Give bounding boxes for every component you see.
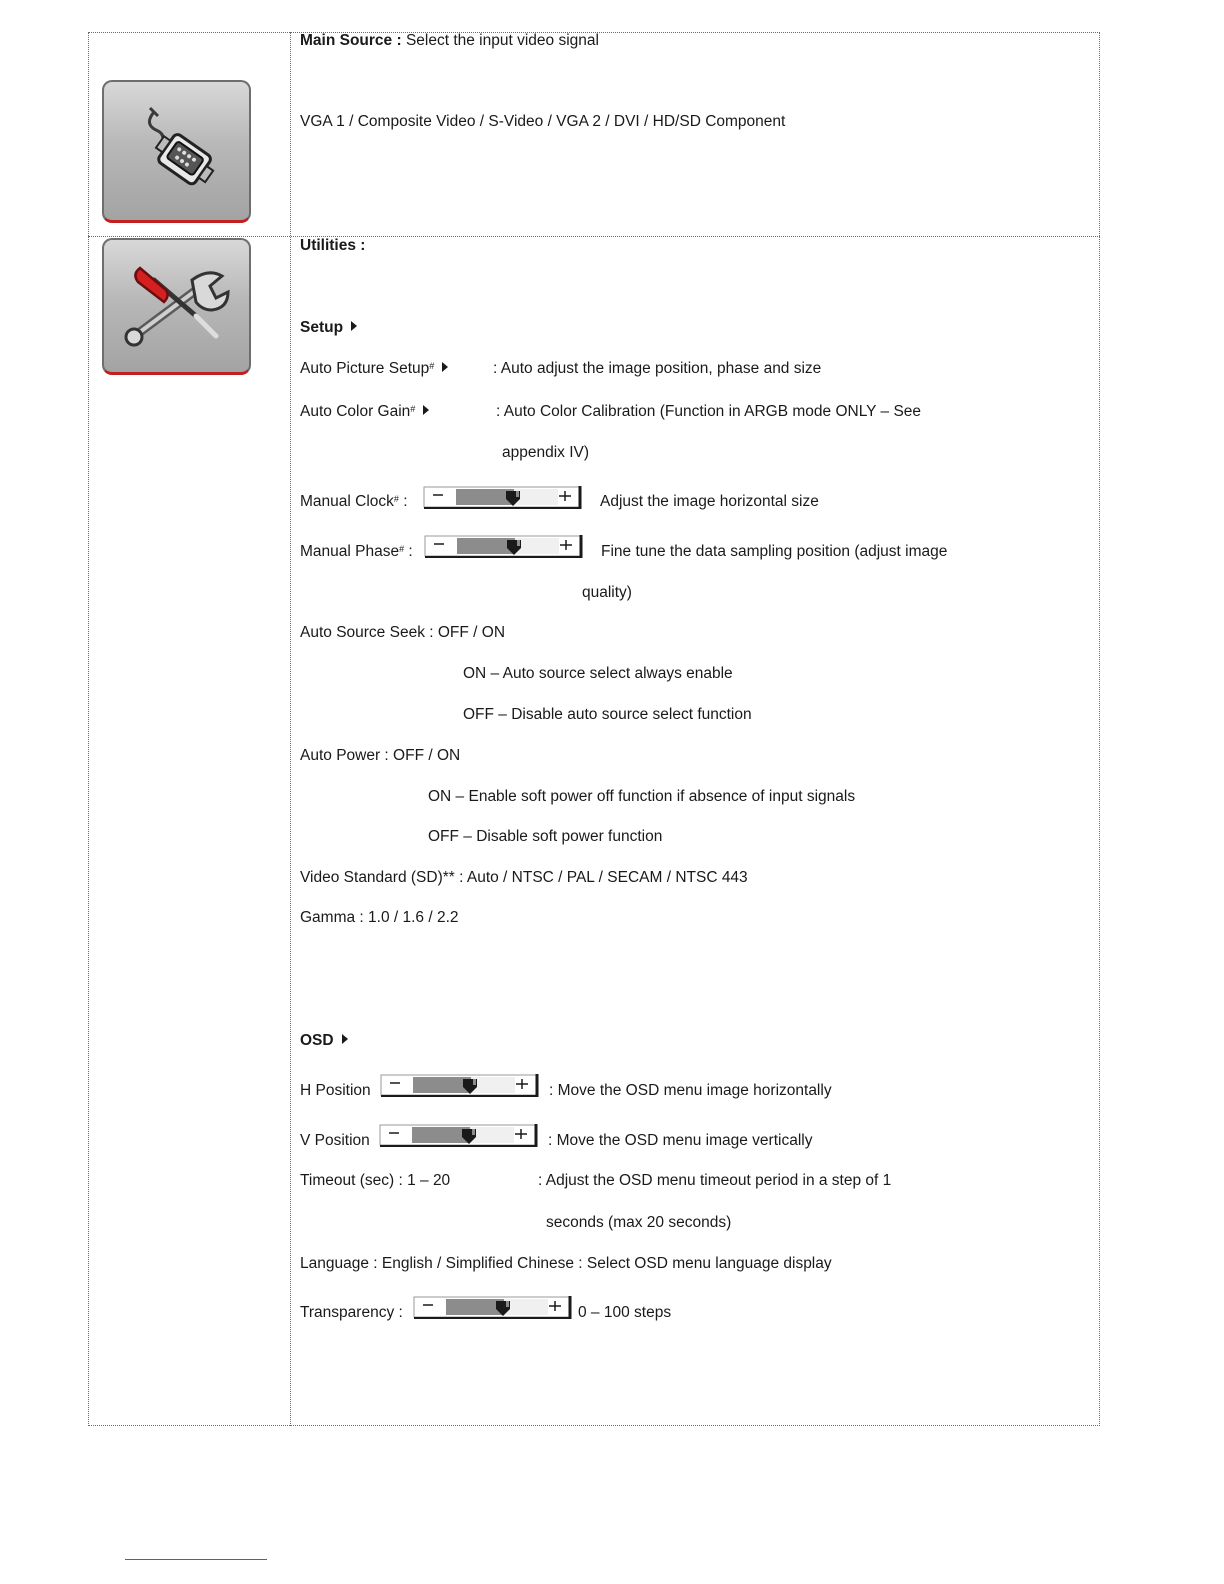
gamma: Gamma : 1.0 / 1.6 / 2.2 (300, 909, 459, 926)
hash-mark: # (393, 494, 399, 504)
auto-color-gain (300, 403, 429, 421)
manual-phase (300, 543, 413, 561)
auto-source-off: OFF – Disable auto source select function (463, 706, 752, 723)
transparency-desc: 0 – 100 steps (578, 1304, 672, 1321)
main-source-desc: Select the input video signal (401, 32, 599, 49)
row-divider (88, 236, 1100, 237)
tools-icon (102, 238, 251, 375)
transparency-slider[interactable] (413, 1296, 573, 1320)
hash-mark: # (410, 404, 416, 414)
colon: : (404, 543, 413, 560)
manual-clock-desc: Adjust the image horizontal size (600, 493, 819, 510)
auto-power-off: OFF – Disable soft power function (428, 828, 663, 845)
osd-heading-label: OSD (300, 1032, 334, 1049)
timeout-desc: : Adjust the OSD menu timeout period in a step of 1 (538, 1172, 892, 1189)
setup-heading-label: Setup (300, 319, 344, 336)
hash-mark: # (399, 544, 405, 554)
arrow-right-icon (342, 1034, 348, 1044)
manual-clock (300, 493, 408, 511)
main-source-options: VGA 1 / Composite Video / S-Video / VGA 2 / DVI / HD/SD Component (300, 113, 786, 130)
auto-power-on: ON – Enable soft power off function if absence of input signals (428, 788, 856, 805)
transparency-label: Transparency : (300, 1304, 403, 1321)
main-source-heading (300, 32, 599, 50)
v-position-label: V Position (300, 1132, 370, 1149)
arrow-right-icon (423, 405, 429, 415)
auto-source-seek: Auto Source Seek : OFF / ON (300, 624, 506, 641)
colon: : (398, 493, 408, 510)
footnote-separator (125, 1559, 267, 1560)
video-standard: Video Standard (SD)** : Auto / NTSC / PAL / SECAM / NTSC 443 (300, 869, 748, 886)
auto-picture-desc: : Auto adjust the image position, phase and size (493, 360, 822, 377)
column-divider (290, 32, 291, 1426)
v-position-desc: : Move the OSD menu image vertically (548, 1132, 813, 1149)
timeout-desc-cont: seconds (max 20 seconds) (546, 1214, 732, 1231)
auto-picture-label: Auto Picture Setup (300, 360, 430, 377)
v-position-slider[interactable] (379, 1124, 539, 1148)
h-position-label: H Position (300, 1082, 371, 1099)
manual-phase-desc: Fine tune the data sampling position (adjust image (601, 543, 948, 560)
manual-phase-slider[interactable] (424, 535, 584, 559)
utilities-title: Utilities : (300, 237, 366, 254)
manual-clock-label: Manual Clock (300, 493, 394, 510)
auto-color-desc-cont: appendix IV) (502, 444, 590, 461)
manual-clock-slider[interactable] (423, 486, 583, 510)
h-position-slider[interactable] (380, 1074, 540, 1098)
auto-picture-setup (300, 360, 448, 378)
auto-color-desc: : Auto Color Calibration (Function in ARGB mode ONLY – See (496, 403, 922, 420)
timeout-label: Timeout (sec) : 1 – 20 (300, 1172, 451, 1189)
arrow-right-icon (442, 362, 448, 372)
auto-color-label: Auto Color Gain (300, 403, 411, 420)
connector-icon (102, 80, 251, 223)
manual-phase-desc-cont: quality) (582, 584, 632, 601)
main-source-title: Main Source : (300, 32, 402, 49)
manual-phase-label: Manual Phase (300, 543, 400, 560)
auto-power: Auto Power : OFF / ON (300, 747, 461, 764)
language: Language : English / Simplified Chinese : Select OSD menu language display (300, 1255, 832, 1272)
setup-heading (300, 319, 357, 337)
hash-mark: # (429, 361, 435, 371)
osd-heading (300, 1032, 348, 1050)
auto-source-on: ON – Auto source select always enable (463, 665, 733, 682)
arrow-right-icon (351, 321, 357, 331)
h-position-desc: : Move the OSD menu image horizontally (549, 1082, 832, 1099)
